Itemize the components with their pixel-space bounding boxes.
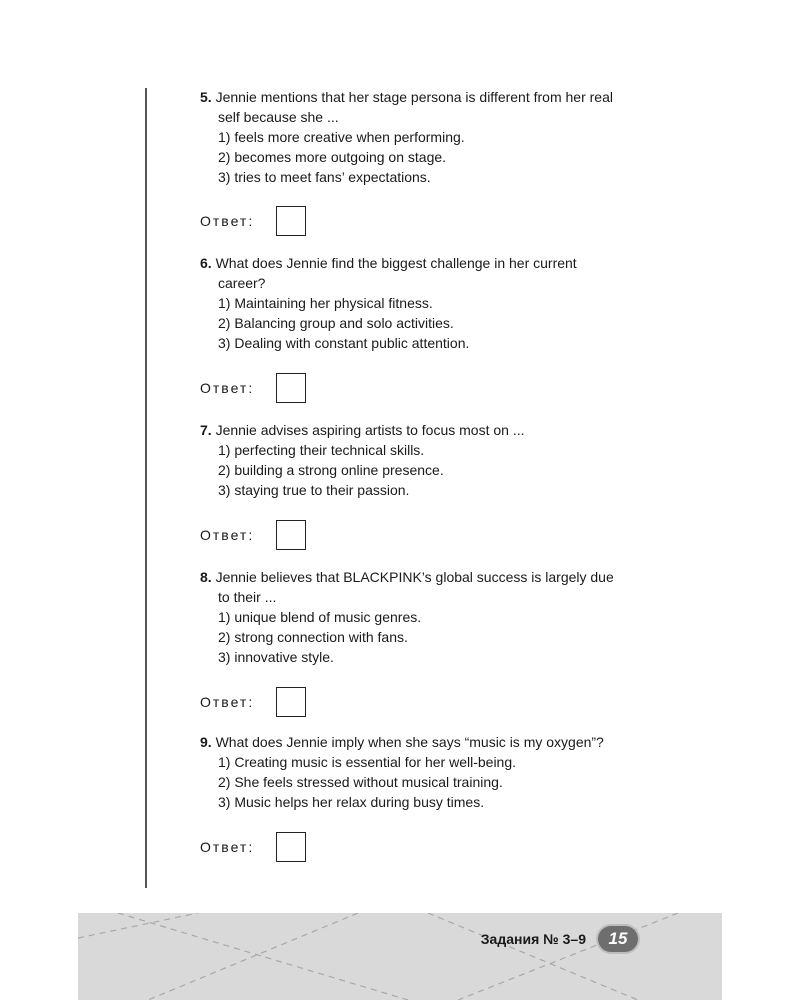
question-text-continued: to their ... — [218, 589, 277, 605]
question-number: 5. — [200, 89, 212, 105]
option-1: 1) feels more creative when performing. — [218, 129, 465, 145]
option-1: 1) unique blend of music genres. — [218, 609, 422, 625]
question-9 — [200, 732, 638, 812]
answer-row-5 — [200, 205, 306, 237]
question-text: What does Jennie imply when she says “music is my oxygen”? — [215, 734, 604, 750]
option-3: 3) tries to meet fans’ expectations. — [218, 169, 431, 185]
question-stem — [200, 87, 638, 107]
answer-label: Ответ: — [200, 694, 255, 710]
question-5 — [200, 87, 638, 187]
question-text: Jennie believes that BLACKPINK’s global success is largely due — [215, 569, 614, 585]
answer-box-5[interactable] — [276, 206, 306, 236]
question-stem — [200, 420, 638, 440]
answer-label: Ответ: — [200, 380, 255, 396]
answer-box-7[interactable] — [276, 520, 306, 550]
answer-label: Ответ: — [200, 839, 255, 855]
answer-row-6 — [200, 372, 306, 404]
question-stem — [200, 567, 638, 587]
question-text-continued: career? — [218, 275, 266, 291]
question-6 — [200, 253, 638, 353]
option-2: 2) becomes more outgoing on stage. — [218, 149, 447, 165]
answer-row-9 — [200, 831, 306, 863]
page-footer — [78, 913, 722, 1000]
option-1: 1) Maintaining her physical fitness. — [218, 295, 433, 311]
option-2: 2) Balancing group and solo activities. — [218, 315, 454, 331]
page-number-badge: 15 — [598, 926, 638, 952]
answer-box-6[interactable] — [276, 373, 306, 403]
answer-label: Ответ: — [200, 527, 255, 543]
option-2: 2) She feels stressed without musical training. — [218, 774, 503, 790]
question-text-continued: self because she ... — [218, 109, 339, 125]
answer-row-7 — [200, 519, 306, 551]
option-1: 1) Creating music is essential for her well-being. — [218, 754, 517, 770]
option-2: 2) strong connection with fans. — [218, 629, 408, 645]
question-stem — [200, 732, 638, 752]
question-text: What does Jennie find the biggest challenge in her current — [215, 255, 577, 271]
question-number: 6. — [200, 255, 212, 271]
option-3: 3) staying true to their passion. — [218, 482, 410, 498]
question-text: Jennie advises aspiring artists to focus most on ... — [215, 422, 525, 438]
question-text: Jennie mentions that her stage persona is different from her real — [215, 89, 613, 105]
margin-rule — [145, 88, 147, 888]
option-3: 3) Music helps her relax during busy times. — [218, 794, 485, 810]
answer-label: Ответ: — [200, 213, 255, 229]
question-8 — [200, 567, 638, 667]
answer-box-8[interactable] — [276, 687, 306, 717]
answer-box-9[interactable] — [276, 832, 306, 862]
question-number: 7. — [200, 422, 212, 438]
question-number: 9. — [200, 734, 212, 750]
question-stem — [200, 253, 638, 273]
option-1: 1) perfecting their technical skills. — [218, 442, 425, 458]
option-3: 3) Dealing with constant public attention. — [218, 335, 470, 351]
question-number: 8. — [200, 569, 212, 585]
option-2: 2) building a strong online presence. — [218, 462, 444, 478]
option-3: 3) innovative style. — [218, 649, 334, 665]
question-7 — [200, 420, 638, 500]
answer-row-8 — [200, 686, 306, 718]
section-title: Задания № 3–9 — [480, 931, 586, 947]
